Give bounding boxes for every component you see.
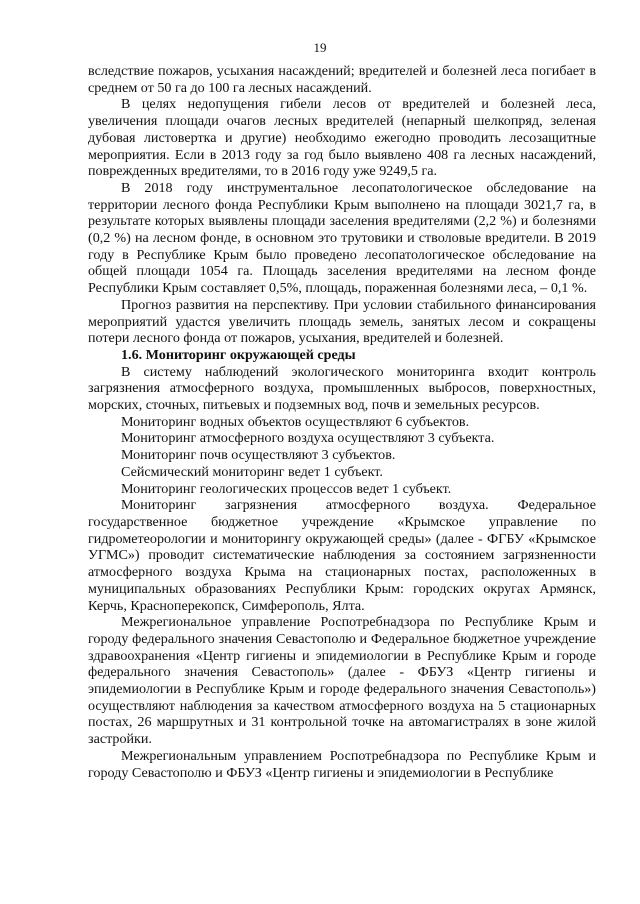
paragraph-rospotrebnadzor: Межрегиональное управление Роспотребнадзора по Республике Крым и городу федерального значения Севастополю и Федеральное бюджетное учреждение здравоохранения «Центр гигиены и эпидемиологии в Республике Крым и городе федерального значения Севастополь» (далее - ФБУЗ «Центр гигиены и эпидемиологии в Республике Крым и городе федерального значения Севастополь») осуществляют наблюдения за качеством атмосферного воздуха на 5 стационарных постах, 26 маршрутных и 31 контрольной точке на автомагистралях в зоне жилой застройки. [88,614,596,748]
paragraph-fire-losses: вследствие пожаров, усыхания насаждений; вредителей и болезней леса погибает в среднем от 50 га до 100 га лесных насаждений. [88,63,596,96]
list-item-air-monitoring: Мониторинг атмосферного воздуха осуществляют 3 субъекта. [121,430,495,447]
paragraph-forest-protection: В целях недопущения гибели лесов от вредителей и болезней леса, увеличения площади очагов лесных вредителей (непарный шелкопряд, зеленая дубовая листовертка и другие) необходимо ежегодно проводить лесозащитные мероприятия. Если в 2013 году за год было выявлено 408 га лесных насаждений, поврежденных вредителями, то в 2016 году уже 9249,5 га. [88,96,596,180]
paragraph-monitoring-system: В систему наблюдений экологического мониторинга входит контроль загрязнения атмосферного воздуха, промышленных выбросов, поверхностных, морских, сточных, питьевых и подземных вод, почв и земельных ресурсов. [88,363,596,414]
paragraph-forest-survey: В 2018 году инструментальное лесопатологическое обследование на территории лесного фонда Республики Крым выполнено на площади 3021,7 га, в результате которых выявлены площади заселения вредителями (2,2 %) и болезнями (0,2 %) на лесном фонде, в основном это трутовики и стволовые вредители. В 2019 году в Республике Крым было проведено лесопатологическое обследование на общей площади 1054 га. Площадь заселения вредителями на лесном фонде Республики Крым составляет 0,5%, площадь, пораженная болезнями леса, – 0,1 %. [88,179,596,297]
paragraph-forecast: Прогноз развития на перспективу. При условии стабильного финансирования мероприятий удастся увеличить площадь земель, занятых лесом и сокращены потери лесного фонда от пожаров, усыхания, вредителей и болезней. [88,296,596,347]
list-item-seismic-monitoring: Сейсмический мониторинг ведет 1 субъект. [121,463,383,480]
document-body [88,63,596,781]
page-number: 19 [313,40,327,55]
section-heading: 1.6. Мониторинг окружающей среды [121,346,356,363]
paragraph-rospotrebnadzor-continued: Межрегиональным управлением Роспотребнадзора по Республике Крым и городу Севастополю и ФБУЗ «Центр гигиены и эпидемиологии в Республике [88,747,596,781]
paragraph-air-pollution-monitoring: Мониторинг загрязнения атмосферного воздуха. Федеральное государственное бюджетное учреждение «Крымское управление по гидрометеорологии и мониторингу окружающей среды» (далее - ФГБУ «Крымское УГМС») проводит систематические наблюдения за состоянием загрязненности атмосферного воздуха Крыма на стационарных постах, расположенных в муниципальных образованиях Республики Крым: городских округах Армянск, Керчь, Красноперекопск, Симферополь, Ялта. [88,497,596,614]
list-item-water-monitoring: Мониторинг водных объектов осуществляют 6 субъектов. [121,413,470,430]
list-item-soil-monitoring: Мониторинг почв осуществляют 3 субъектов. [121,447,396,464]
list-item-geological-monitoring: Мониторинг геологических процессов ведет 1 субъект. [121,480,452,497]
